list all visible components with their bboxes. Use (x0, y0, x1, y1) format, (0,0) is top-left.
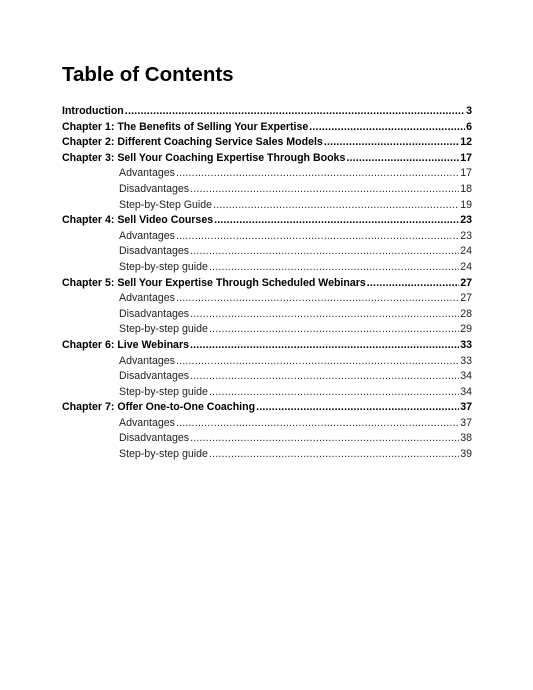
toc-dot-leader (209, 260, 459, 276)
toc-section-entry[interactable] (62, 322, 472, 338)
toc-section-entry[interactable] (62, 244, 472, 260)
toc-chapter-entry[interactable] (62, 151, 472, 167)
toc-section-entry[interactable] (62, 198, 472, 214)
toc-dot-leader (324, 135, 459, 151)
toc-page-number: 6 (466, 120, 472, 133)
toc-section-entry[interactable] (62, 229, 472, 245)
toc-section-entry[interactable] (62, 369, 472, 385)
toc-dot-leader (209, 385, 459, 401)
toc-entry-label: Disadvantages (119, 307, 190, 320)
toc-page-number: 3 (466, 105, 472, 117)
toc-dot-leader (190, 338, 459, 354)
toc-dot-leader (367, 276, 459, 292)
toc-page-number: 34 (460, 385, 472, 398)
toc-chapter-entry[interactable] (62, 135, 472, 151)
toc-entry-label: Chapter 5: Sell Your Expertise Through Scheduled Webinars (62, 276, 366, 289)
toc-chapter-entry[interactable] (62, 104, 472, 120)
toc-page-number: 24 (460, 245, 472, 258)
toc-section-entry[interactable] (62, 416, 472, 432)
toc-dot-leader (190, 307, 459, 323)
toc-dot-leader (176, 291, 459, 307)
toc-entry-label: Advantages (119, 354, 175, 367)
toc-entry-label: Chapter 7: Offer One-to-One Coaching (62, 401, 256, 414)
toc-page-number: 18 (460, 182, 472, 195)
toc-dot-leader (209, 447, 459, 463)
toc-page-number: 23 (460, 214, 472, 227)
toc-dot-leader (213, 198, 459, 214)
toc-section-entry[interactable] (62, 166, 472, 182)
toc-page-number: 24 (460, 260, 472, 273)
toc-entry-label: Step-by-step guide (119, 448, 208, 461)
toc-section-entry[interactable] (62, 447, 472, 463)
toc-dot-leader (209, 322, 459, 338)
toc-dot-leader (346, 151, 459, 167)
toc-entry-label: Step-by-Step Guide (119, 198, 213, 211)
toc-page-number: 34 (460, 370, 472, 383)
toc-entry-label: Advantages (119, 167, 175, 180)
toc-chapter-entry[interactable] (62, 400, 472, 416)
table-of-contents (62, 104, 472, 463)
page-title: Table of Contents (62, 63, 234, 86)
toc-entry-label: Chapter 6: Live Webinars (62, 338, 189, 351)
toc-page-number: 19 (460, 198, 472, 211)
toc-entry-label: Chapter 1: The Benefits of Selling Your Expertise (62, 120, 309, 133)
toc-entry-label: Advantages (119, 229, 175, 242)
toc-dot-leader (176, 354, 459, 370)
toc-entry-label: Step-by-step guide (119, 323, 208, 336)
toc-page-number: 17 (460, 167, 472, 180)
toc-dot-leader (125, 104, 465, 120)
toc-page-number: 27 (460, 292, 472, 305)
toc-entry-label: Step-by-step guide (119, 260, 208, 273)
toc-entry-label: Step-by-step guide (119, 385, 208, 398)
toc-section-entry[interactable] (62, 291, 472, 307)
toc-dot-leader (190, 244, 459, 260)
toc-page-number: 27 (460, 276, 472, 289)
toc-page-number: 33 (460, 354, 472, 367)
toc-chapter-entry[interactable] (62, 338, 472, 354)
toc-entry-label: Chapter 3: Sell Your Coaching Expertise Through Books (62, 151, 346, 164)
toc-chapter-entry[interactable] (62, 120, 472, 136)
toc-chapter-entry[interactable] (62, 276, 472, 292)
toc-page-number: 17 (460, 151, 472, 164)
toc-dot-leader (176, 166, 459, 182)
toc-page-number: 23 (460, 229, 472, 242)
toc-dot-leader (214, 213, 459, 229)
toc-section-entry[interactable] (62, 385, 472, 401)
toc-page-number: 29 (460, 323, 472, 336)
toc-page-number: 12 (460, 136, 472, 149)
toc-entry-label: Chapter 2: Different Coaching Service Sales Models (62, 136, 323, 149)
toc-page-number: 28 (460, 307, 472, 320)
toc-page-number: 38 (460, 432, 472, 445)
toc-dot-leader (256, 400, 459, 416)
toc-chapter-entry[interactable] (62, 213, 472, 229)
toc-section-entry[interactable] (62, 260, 472, 276)
toc-entry-label: Advantages (119, 416, 175, 429)
toc-dot-leader (309, 120, 465, 136)
toc-entry-label: Chapter 4: Sell Video Courses (62, 214, 214, 227)
toc-entry-label: Disadvantages (119, 370, 190, 383)
toc-entry-label: Disadvantages (119, 245, 190, 258)
toc-section-entry[interactable] (62, 354, 472, 370)
toc-entry-label: Advantages (119, 292, 175, 305)
toc-dot-leader (176, 416, 459, 432)
toc-dot-leader (176, 229, 459, 245)
toc-page-number: 33 (460, 338, 472, 351)
toc-page-number: 39 (460, 448, 472, 461)
toc-dot-leader (190, 182, 459, 198)
toc-entry-label: Disadvantages (119, 182, 190, 195)
toc-section-entry[interactable] (62, 431, 472, 447)
toc-entry-label: Disadvantages (119, 432, 190, 445)
toc-entry-label: Introduction (62, 105, 124, 117)
toc-page-number: 37 (460, 416, 472, 429)
toc-page-number: 37 (460, 401, 472, 414)
toc-dot-leader (190, 431, 459, 447)
toc-section-entry[interactable] (62, 182, 472, 198)
toc-section-entry[interactable] (62, 307, 472, 323)
toc-dot-leader (190, 369, 459, 385)
